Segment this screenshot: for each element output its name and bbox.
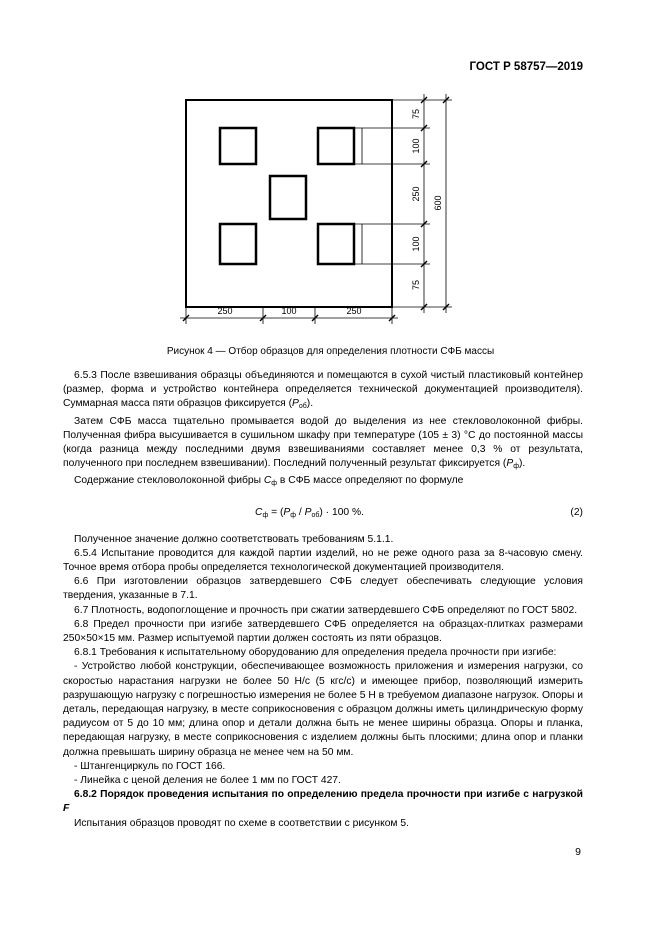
formula-expression: $C_ф = (P_ф / P_{об}) \cdot 100$ %. — [255, 506, 365, 519]
document-body — [63, 369, 583, 831]
document-header: ГОСТ Р 58757—2019 — [469, 61, 583, 73]
dim-bottom-label: 100 — [281, 306, 297, 316]
formula — [63, 499, 583, 533]
dim-total-label: 600 — [433, 195, 443, 211]
page-number: 9 — [575, 846, 581, 858]
paragraph: - Штангенциркуль по ГОСТ 166. — [74, 760, 226, 772]
dim-bottom-label: 250 — [346, 306, 362, 316]
sample-square — [270, 176, 306, 219]
paragraph: Содержание стекловолоконной фибры $C_ф$ в СФБ массе определяют по формуле — [74, 475, 464, 488]
sample-square — [220, 224, 256, 264]
sample-square — [220, 128, 256, 164]
paragraph: 6.8 Предел прочности при изгибе затвердевшего СФБ определяется на образцах-плитках размерами 250×50×15 мм. Размер испытуемой партии должен состоять из пяти образцов. — [63, 618, 583, 645]
dim-right-label: 75 — [411, 108, 421, 120]
paragraph: - Линейка с ценой деления не более 1 мм по ГОСТ 427. — [74, 775, 341, 787]
sample-layout-figure — [0, 0, 661, 340]
paragraph: - Устройство любой конструкции, обеспечивающее возможность приложения и измерения нагрузки, со скоростью нарастания нагрузки не более 50 Н/с (5 кгс/с) и имеющее прибор, позволяющий измерить разрушающую нагрузку с погрешностью измерения не более 5 Н в требуемом диапазоне нагрузок. Опоры и деталь, передающая нагрузку, в месте соприкосновения с образцом должны иметь цилиндрическую форму радиусом от 5 до 10 мм; длина опор и детали должна быть не менее ширины образца. Опоры и планка, передающая нагрузку, в месте соприкосновения с изделием должны быть плоскими; длина опор и планки должна превышать ширину образца не менее чем на 50 мм. — [63, 661, 583, 758]
sample-square — [318, 128, 354, 164]
paragraph: Затем СФБ масса тщательно промывается водой до выделения из нее стекловолоконной фибры. Полученная фибра высушивается в сушильном шкафу при температуре (105 ± 3) °С до постоянной массы (когда разница между последними двумя взвешиваниями составляет менее 0,3 % от результата, полученного при последнем взвешивании). Последний полученный результат фиксируется $(P_ф)$. — [63, 415, 583, 471]
paragraph: 6.7 Плотность, водопоглощение и прочность при сжатии затвердевшего СФБ определяют по ГОСТ 5802. — [74, 604, 578, 616]
section-heading: 6.8.2 Порядок проведения испытания по определению предела прочности при изгибе с нагрузкой F — [63, 789, 583, 815]
plate-outline — [186, 100, 392, 307]
figure-caption: Рисунок 4 — Отбор образцов для определения плотности СФБ массы — [166, 346, 495, 357]
dim-right-label: 100 — [411, 236, 421, 252]
dim-right-label: 250 — [411, 186, 421, 202]
paragraph: 6.6 При изготовлении образцов затвердевшего СФБ следует обеспечивать следующие условия твердения, указанные в 7.1. — [63, 576, 583, 602]
formula-number: (2) — [570, 506, 583, 518]
paragraph: 6.5.3 После взвешивания образцы объединяются и помещаются в сухой чистый пластиковый контейнер (размер, форма и устройство контейнера определяется технической документацией производителя). Суммарная масса пяти образцов фиксируется $(P_{об})$. — [63, 370, 583, 411]
paragraph: Полученное значение должно соответствовать требованиям 5.1.1. — [74, 533, 394, 545]
sample-square — [318, 224, 354, 264]
dim-right-label: 75 — [411, 279, 421, 291]
dim-right-label: 100 — [411, 138, 421, 154]
dim-bottom-label: 250 — [217, 306, 233, 316]
paragraph: 6.5.4 Испытание проводится для каждой партии изделий, но не реже одного раза за 8-часовую смену. Точное время отбора пробы определяется технологической документацией производителя. — [63, 547, 583, 574]
paragraph: Испытания образцов проводят по схеме в соответствии с рисунком 5. — [74, 817, 409, 829]
paragraph: 6.8.1 Требования к испытательному оборудованию для определения предела прочности при изгибе: — [74, 647, 557, 659]
